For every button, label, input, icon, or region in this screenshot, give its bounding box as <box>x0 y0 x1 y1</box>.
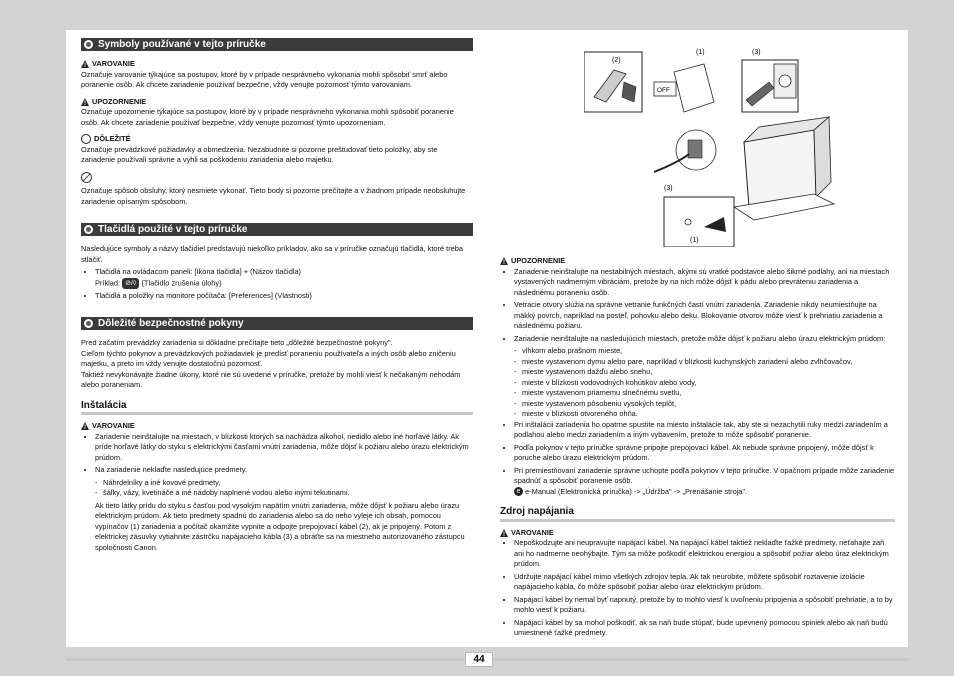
prohibit-text: Označuje spôsob obsluhy, ktorý nesmiete vykonať. Tieto body si pozorne prečítajte a v žiadnom prípade neobsluhujte zariadenie opísaným spôsobom. <box>81 186 466 206</box>
important-label: DÔLEŽITÉ <box>94 134 131 143</box>
dash-item: - mieste v blízkosti vodovodných kohútikov alebo vody, <box>500 378 895 389</box>
prohibited-icon <box>81 172 92 183</box>
list-item: • Nepoškodzujte ani neupravujte napájací kábel. Na napájací kábel taktiež neklaďte ťažké predmety, neťahajte zaň ani ho nadmerne neohýbajte. Tým sa môže poškodiť elektrickou energiou a spôsobiť požiar alebo úraz elektrickým prúdom. <box>514 538 895 570</box>
section-header-symbols <box>81 38 473 51</box>
warning-triangle-icon <box>81 60 89 68</box>
dash-item: - šálky, vázy, kvetináče a iné nádoby naplnené vodou alebo inými tekutinami. <box>81 488 473 499</box>
dash-item: - mieste v blízkosti otvoreného ohňa. <box>500 409 895 420</box>
list-item: • Pri inštalácii zariadenia ho opatrne spustite na miesto inštalácie tak, aby ste si nezachytili ruky medzi zariadením a podlahou alebo medzi zariadením a iným vybavením, pretože to môže spôsobiť poranenie. <box>514 420 895 441</box>
list-item: • Tlačidlá a položky na monitore počítača: [Preferences] (Vlastnosti) <box>95 291 473 302</box>
installation-illustration <box>584 42 914 247</box>
install-warning-title <box>81 421 473 432</box>
page-number: 44 <box>465 652 493 667</box>
section-bullet-icon <box>84 40 93 49</box>
dash-item: - mieste vystavenom priamemu slnečnému svetlu, <box>500 388 895 399</box>
example-prefix: Príklad: <box>95 277 121 287</box>
list-item: • Napájací kábel by nemal byť napnutý, pretože by to mohlo viesť k uvoľneniu pripojenia a spôsobiť prehriatie, a to by mohlo viesť k požiaru. <box>514 595 895 616</box>
warning-label: VAROVANIE <box>92 59 135 68</box>
section-bullet-icon <box>84 225 93 234</box>
warning-triangle-icon <box>81 422 89 430</box>
power-warning-list <box>500 538 895 639</box>
important-text: Označuje prevádzkové požiadavky a obmedzenia. Nezabudnite si pozorne preštudovať tieto položky, aby ste zariadenie používali správne a vyhli sa poškodeniu zariadenia alebo majetku. <box>81 144 438 164</box>
power-heading: Zdroj napájania <box>500 507 895 522</box>
label-3b: (3) <box>664 185 673 192</box>
caution-title <box>500 256 895 267</box>
section-title: Symboly používané v tejto príručke <box>98 39 266 50</box>
warning-label: VAROVANIE <box>511 527 554 537</box>
list-item: • Vetracie otvory slúžia na správne vetranie funkčných častí vnútri zariadenia. Zariadenie nikdy neumiestňujte na mäkký povrch, napríklad na posteľ, pohovku alebo deku. Blokovanie otvorov môže viesť k prehriatiu zariadenia a následnému požiaru. <box>514 300 895 332</box>
important-circle-icon <box>81 134 91 144</box>
list-item-text: Pri premiestňovaní zariadenie správne uchopte podľa pokynov v tejto príručke. V opačnom prípade môže zariadenie spadnúť a spôsobiť poranenie osôb. <box>514 465 895 485</box>
caution-triangle-icon <box>500 257 508 265</box>
caution-triangle-icon <box>81 98 89 106</box>
important-title <box>81 134 473 145</box>
list-item: • Napájací kábel by sa mohol poškodiť, ak sa naň bude stúpať, bude upevnený pomocou spiniek alebo ak naň budú umiestnené ťažké predmety. <box>514 618 895 639</box>
installation-heading: Inštalácia <box>81 401 473 416</box>
caution-label: UPOZORNENIE <box>92 96 147 106</box>
dash-item: - mieste vystavenom pôsobeniu vysokých teplôt, <box>500 399 895 410</box>
list-item <box>514 466 895 498</box>
caution-list-2 <box>500 420 895 498</box>
emanual-icon: e <box>514 487 523 496</box>
example-suffix: (Tlačidlo zrušenia úlohy) <box>141 277 222 287</box>
dash-item: - Náhrdelníky a iné kovové predmety, <box>81 478 473 489</box>
off-label: OFF <box>657 87 670 94</box>
list-item: • Zariadenie neinštalujte na nestabilných miestach, akými sú vratké podstavce alebo šikmé podlahy, ani na miestach vystavených nadmerným vibráciám, pretože by na nich môže dôjsť k pádu alebo prevráteniu zariadenia a následnému poraneniu osôb. <box>514 267 895 299</box>
computer-box-icon <box>674 64 714 112</box>
emanual-reference: e-Manual (Elektronická príručka) -> „Údržba" -> „Prenášanie stroja". <box>525 486 748 496</box>
power-warning-title <box>500 528 895 539</box>
list-item: • Na zariadenie neklaďte nasledujúce predmety. <box>95 465 473 476</box>
label-1b: (1) <box>690 237 699 244</box>
buttons-intro: Nasledujúce symboly a názvy tlačidiel predstavujú niekoľko príkladov, ako sa v príručke označujú tlačidlá, ktoré treba stlačiť. <box>81 244 464 264</box>
section-header-safety <box>81 317 473 330</box>
warning-text: Označuje varovanie týkajúce sa postupov, ktoré by v prípade nesprávneho vykonania mohli spôsobiť smrť alebo poranenie osôb. Ak chcete zariadenie používať bezpečne, vždy venujte pozornosť týmto varovaniam. <box>81 69 448 89</box>
power-switch-icon <box>685 219 691 225</box>
dash-item: - mieste vystavenom dažďu alebo snehu, <box>500 367 895 378</box>
safety-intro: Pred začatím prevádzky zariadenia si dôkladne prečítajte tieto „dôležité bezpečnostné pokyny". Cieľom týchto pokynov a prevádzkových požiadaviek je predísť poraneniu používateľa a iných osôb alebo zničeniu majetku, a preto im vždy venujte dostatočnú pozornosť. Taktiež nevykonávajte žiadne úkony, ktoré nie sú uvedené v príručke, pretože by mohli viesť k nečakaným nehodám alebo poraneniam. <box>81 338 461 389</box>
right-column <box>500 250 895 641</box>
section-header-buttons <box>81 223 473 236</box>
section-title: Dôležité bezpečnostné pokyny <box>98 318 244 329</box>
label-3a: (3) <box>752 49 761 56</box>
list-item: • Zariadenie neinštalujte na miestach, v blízkosti ktorých sa nachádza alkohol, riedidlo alebo iné horľavé látky. Ak príde horľavé látky do styku s elektrickými časťami vnútri zariadenia, môže dôjsť k požiaru alebo úrazu elektrickým prúdom. <box>95 432 473 464</box>
caution-list <box>500 267 895 345</box>
list-item: • Udržujte napájací kábel mimo všetkých zdrojov tepla. Ak tak neurobite, môžete spôsobiť roztavenie izolácie napájacieho kábla, čo môže spôsobiť požiar alebo úraz elektrickým prúdom. <box>514 572 895 593</box>
install-warning-note: Ak tieto látky prídu do styku s časťou pod vysokým napätím vnútri zariadenia, môže dôjsť k požiaru alebo úrazu elektrickým prúdom. Ak tieto predmety spadnú do zariadenia alebo sa do neho vyleje ich obsah, pomocou vypínačov (1) zariadenia a počítač okamžite vypnite a odpojte prepojovací kábel (2), ak je pripojený. Potom z elektrickej zásuvky vytiahnite zástrčku napájacieho kábla (3) a obráťte sa na miestneho autorizovaného zástupcu spoločnosti Canon. <box>95 500 465 552</box>
stop-button-icon: ⊘/◊ <box>122 278 139 289</box>
section-title: Tlačidlá použité v tejto príručke <box>98 224 248 235</box>
label-1a: (1) <box>696 49 705 56</box>
section-bullet-icon <box>84 319 93 328</box>
list-item: • Zariadenie neinštalujte na nasledujúcich miestach, pretože môže dôjsť k požiaru alebo úrazu elektrickým prúdom: <box>514 334 895 345</box>
install-warning-list <box>81 432 473 476</box>
warning-label: VAROVANIE <box>92 421 135 430</box>
list-item <box>95 267 473 289</box>
label-2: (2) <box>612 57 621 64</box>
list-item: • Podľa pokynov v tejto príručke správne pripojte prepojovací kábel. Ak nebude správne pripojený, môže dôjsť k poruche alebo úrazu elektrickým prúdom. <box>514 443 895 464</box>
dash-item: - vlhkom alebo prašnom mieste, <box>500 346 895 357</box>
caution-label: UPOZORNENIE <box>511 256 566 265</box>
list-item-text: Tlačidlá na ovládacom paneli: [Ikona tlačidla] + (Názov tlačidla) <box>95 267 302 276</box>
caution-title <box>81 97 473 108</box>
warning-title <box>81 59 473 70</box>
dash-item: - mieste vystavenom dymu alebo pare, napríklad v blízkosti kuchynských zariadení alebo zvlhčovačov, <box>500 357 895 368</box>
caution-text: Označuje upozornenie týkajúce sa postupov, ktoré by v prípade nesprávneho vykonania mohli spôsobiť poranenie osôb. Ak chcete zariadenie používať bezpečne, vždy venujte pozornosť týmto upozorneniam. <box>81 107 454 127</box>
buttons-list <box>81 267 473 301</box>
warning-triangle-icon <box>500 529 508 537</box>
left-column <box>81 38 473 553</box>
manual-page <box>66 30 908 647</box>
